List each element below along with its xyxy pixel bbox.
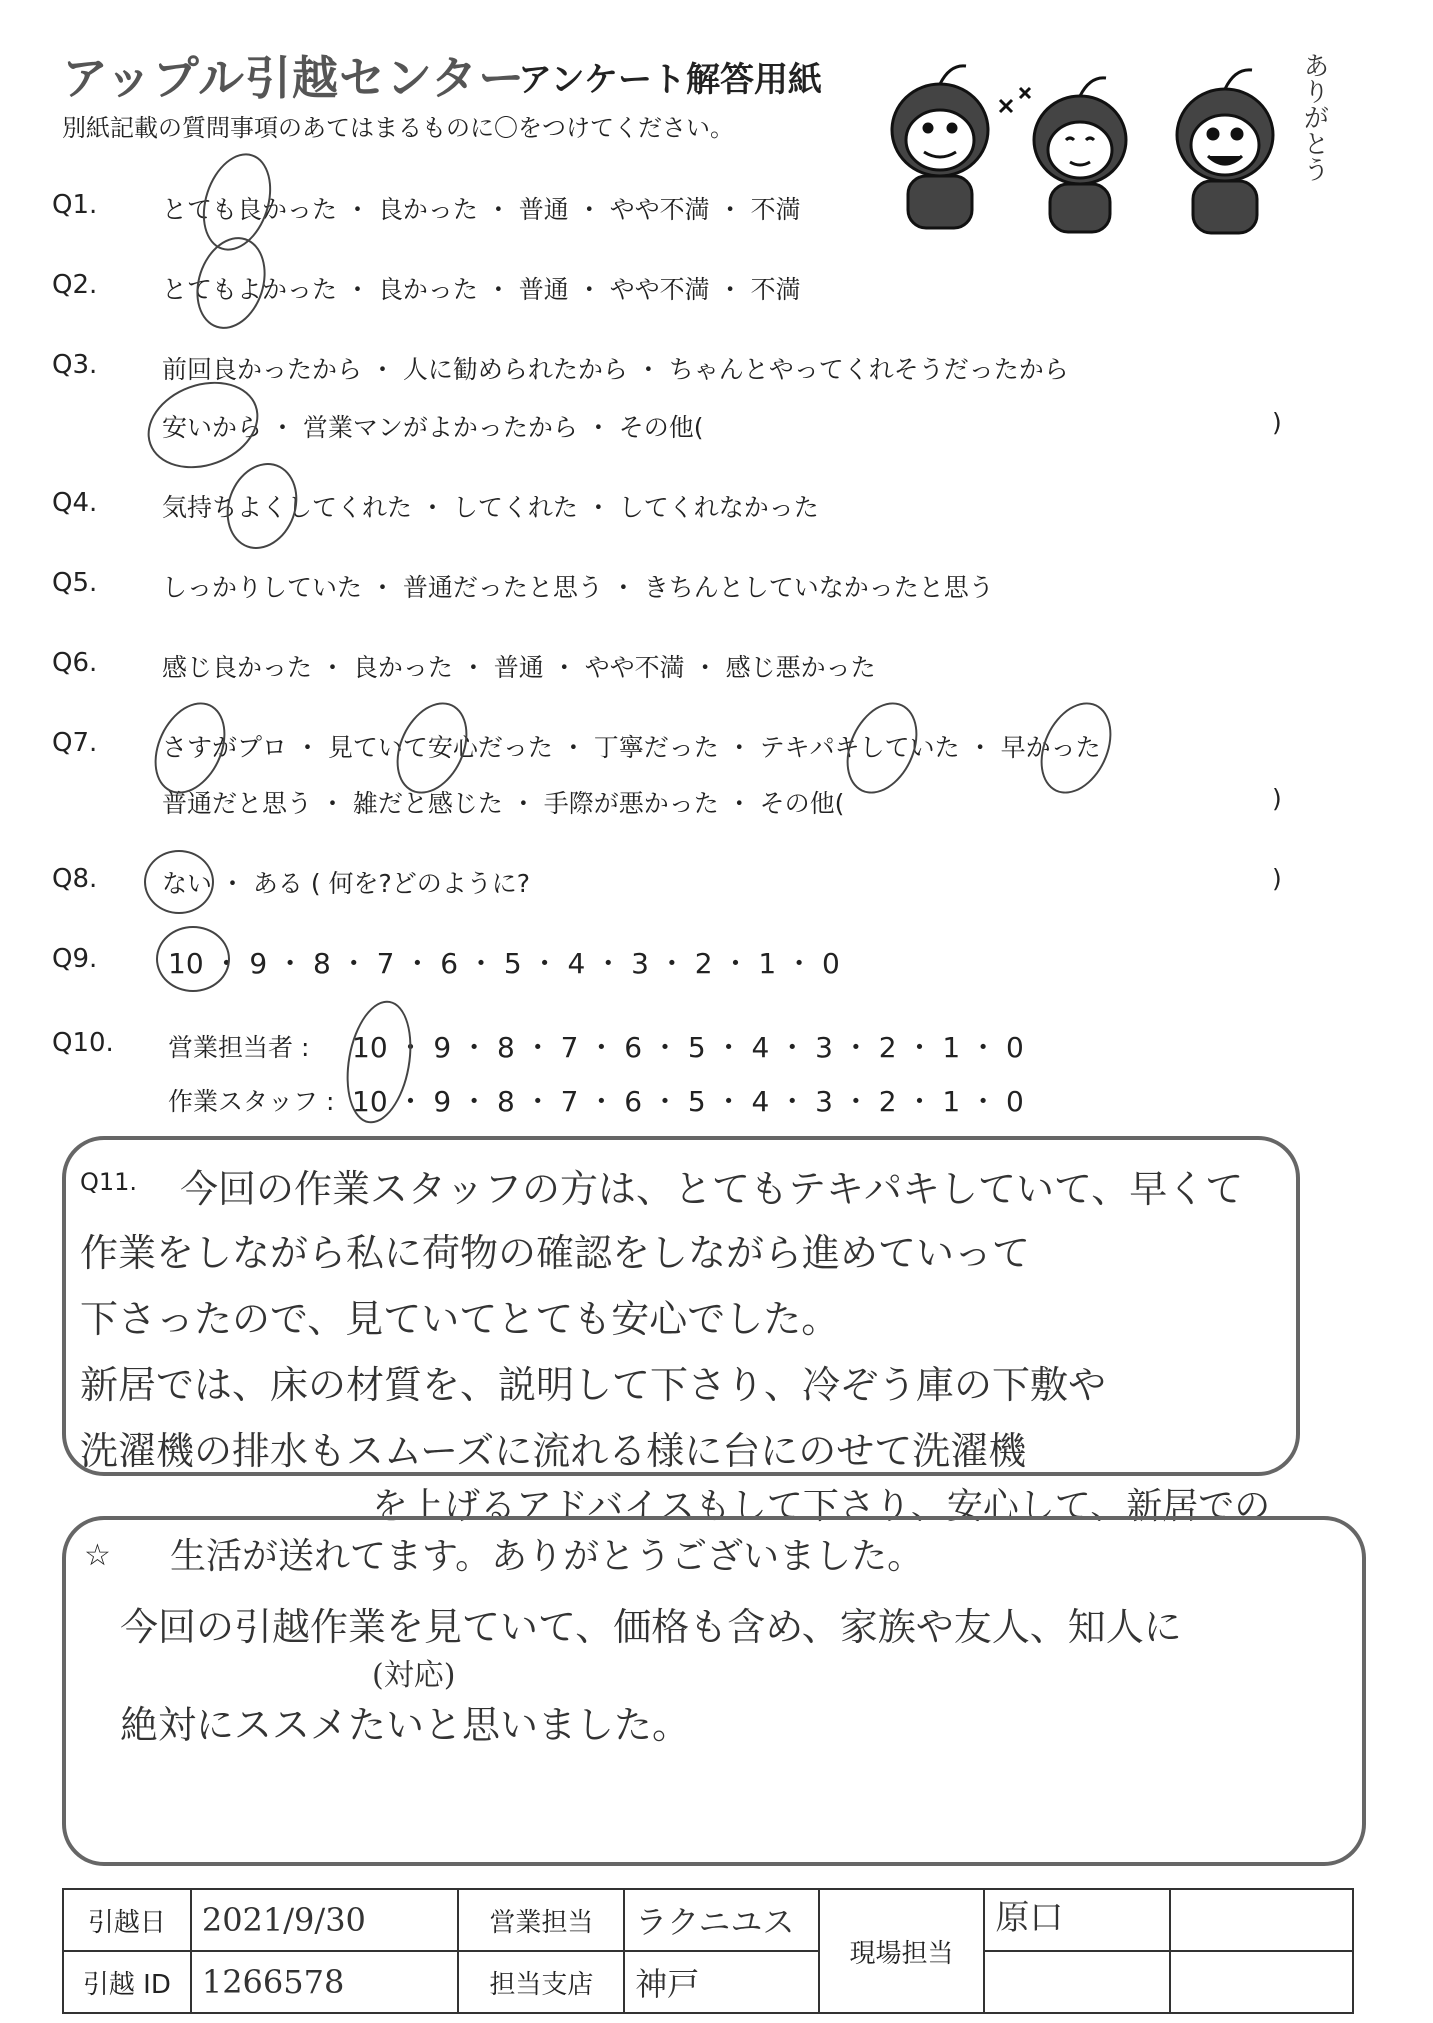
q7-close-paren: ) [1272,784,1282,813]
q8-options[interactable]: ない ・ ある ( 何を?どのように? [162,869,531,898]
mascot-illustration [880,40,1350,240]
q6-number: Q6. [52,648,98,678]
q11-line-4: 新居では、床の材質を、説明して下さり、冷ぞう庫の下敷や [80,1363,1107,1407]
q2-answer-circle [185,228,277,338]
q9-number: Q9. [52,944,98,974]
move-id-label: 引越 ID [63,1951,191,2013]
monkey-face-right [1177,70,1273,233]
site-rep-value[interactable]: 原口 [984,1889,1169,1951]
q7-number: Q7. [52,728,98,758]
q11-line-2: 作業をしながら私に荷物の確認をしながら進めていって [80,1231,1031,1275]
q7-answer-circle-fast [1027,691,1126,805]
q2-options[interactable]: とてもよかった ・ 良かった ・ 普通 ・ やや不満 ・ 不満 [162,275,801,304]
q11-line-5: 洗濯機の排水もスムーズに流れる様に台にのせて洗濯機 [80,1429,1027,1473]
star-line-1: 今回の引越作業を見ていて、価格も含め、家族や友人、知人に [120,1605,1182,1649]
q8-number: Q8. [52,864,98,894]
footer-table [62,1888,1354,2014]
monkey-face-left [892,66,988,228]
thanks-text: ありがとう [1299,52,1329,182]
q3-options-line1[interactable]: 前回良かったから ・ 人に勧められたから ・ ちゃんとやってくれそうだったから [162,355,1069,384]
q8-close-paren: ) [1272,864,1282,893]
q1-options[interactable]: とても良かった ・ 良かった ・ 普通 ・ やや不満 ・ 不満 [162,195,801,224]
q8-answer-circle [144,850,214,914]
q11-line-1: 今回の作業スタッフの方は、とてもテキパキしていて、早くて [180,1167,1244,1211]
q10-number: Q10. [52,1028,114,1058]
sales-rep-label: 営業担当 [458,1889,624,1951]
site-rep-extra-cell-3[interactable] [1170,1951,1353,2013]
company-name: アップル引越センター [62,51,526,105]
q1-number: Q1. [52,190,98,220]
q10-sales-scale[interactable]: 10 ・ 9 ・ 8 ・ 7 ・ 6 ・ 5 ・ 4 ・ 3 ・ 2 ・ 1 ・ 0 [352,1031,1024,1064]
q10-staff-label: 作業スタッフ : [168,1087,335,1116]
q4-options[interactable]: 気持ちよくしてくれた ・ してくれた ・ してくれなかった [162,493,819,522]
sales-rep-value[interactable]: ラクニユス [624,1889,819,1951]
move-date-label: 引越日 [63,1889,191,1951]
q5-number: Q5. [52,568,98,598]
site-rep-label: 現場担当 [819,1889,985,2013]
move-id-value[interactable]: 1266578 [191,1951,459,2013]
q11-number: Q11. [80,1168,138,1196]
instruction-text: 別紙記載の質問事項のあてはまるものに〇をつけてください。 [62,114,734,142]
form-title: アンケート解答用紙 [518,60,822,100]
q9-scale[interactable]: 10 ・ 9 ・ 8 ・ 7 ・ 6 ・ 5 ・ 4 ・ 3 ・ 2 ・ 1 ・ 0 [168,947,840,980]
star-note: (対応) [372,1658,456,1693]
q3-close-paren: ) [1272,408,1282,437]
star-icon: ☆ [84,1538,111,1573]
q11-line-7: 生活が送れてます。ありがとうございました。 [170,1536,924,1577]
star-comment-box [62,1516,1366,1866]
q7-options-line1[interactable]: さすがプロ ・ 見ていて安心だった ・ 丁寧だった ・ テキパキしていた ・ 早かった [162,733,1101,762]
q10-staff-scale[interactable]: 10 ・ 9 ・ 8 ・ 7 ・ 6 ・ 5 ・ 4 ・ 3 ・ 2 ・ 1 ・ 0 [352,1085,1024,1118]
q10-sales-label: 営業担当者 : [168,1033,310,1062]
q3-options-line2[interactable]: 安いから ・ 営業マンがよかったから ・ その他( [162,413,704,442]
branch-value[interactable]: 神戸 [624,1951,819,2013]
q6-options[interactable]: 感じ良かった ・ 良かった ・ 普通 ・ やや不満 ・ 感じ悪かった [162,653,876,682]
move-date-value[interactable]: 2021/9/30 [191,1889,459,1951]
q4-number: Q4. [52,488,98,518]
q7-options-line2[interactable]: 普通だと思う ・ 雑だと感じた ・ 手際が悪かった ・ その他( [162,789,845,818]
site-rep-extra-cell[interactable] [1170,1889,1353,1951]
q2-number: Q2. [52,270,98,300]
monkey-face-middle [1000,78,1126,232]
q11-line-3: 下さったので、見ていてとても安心でした。 [80,1297,840,1341]
site-rep-extra-cell-2[interactable] [984,1951,1169,2013]
q11-line-6: を上げるアドバイスもして下さり、安心して、新居での [372,1486,1271,1527]
q3-number: Q3. [52,350,98,380]
star-line-2: 絶対にススメたいと思いました。 [120,1703,691,1747]
q5-options[interactable]: しっかりしていた ・ 普通だったと思う ・ きちんとしていなかったと思う [162,573,994,602]
q4-answer-circle [215,453,309,559]
branch-label: 担当支店 [458,1951,624,2013]
q9-answer-circle [156,926,230,992]
